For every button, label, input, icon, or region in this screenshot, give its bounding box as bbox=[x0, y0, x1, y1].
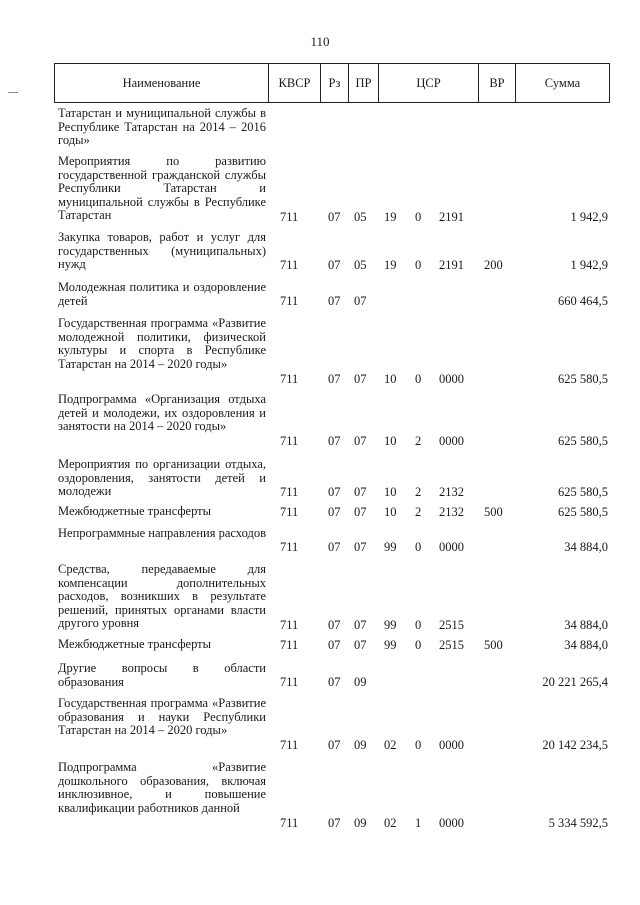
cell-c2: 0 bbox=[415, 258, 422, 273]
cell-c1: 02 bbox=[384, 738, 397, 753]
budget-table bbox=[54, 63, 610, 831]
cell-rz: 07 bbox=[328, 738, 341, 753]
cell-pr: 07 bbox=[354, 485, 367, 500]
cell-sum: 625 580,5 bbox=[558, 505, 608, 520]
header-pr: ПР bbox=[349, 64, 379, 102]
cell-kvsr: 711 bbox=[280, 485, 299, 500]
header-rz: Рз bbox=[321, 64, 349, 102]
cell-vr: 500 bbox=[484, 505, 503, 520]
cell-rz: 07 bbox=[328, 485, 341, 500]
cell-c3: 0000 bbox=[439, 540, 464, 555]
table-row bbox=[54, 761, 610, 831]
cell-sum: 625 580,5 bbox=[558, 485, 608, 500]
row-name: Мероприятия по организации отдыха, оздоровления, занятости детей и молодежи bbox=[58, 457, 266, 499]
cell-kvsr: 711 bbox=[280, 372, 299, 387]
cell-c3: 2132 bbox=[439, 485, 464, 500]
header-kvsr: КВСР bbox=[269, 64, 321, 102]
cell-sum: 625 580,5 bbox=[558, 434, 608, 449]
cell-c1: 10 bbox=[384, 372, 397, 387]
cell-pr: 09 bbox=[354, 675, 367, 690]
table-row bbox=[54, 662, 610, 690]
cell-pr: 07 bbox=[354, 434, 367, 449]
row-name: Подпрограмма «Развитие дошкольного образования, включая инклюзивное, и повышение квалификации работников данной bbox=[58, 760, 266, 815]
cell-rz: 07 bbox=[328, 434, 341, 449]
cell-kvsr: 711 bbox=[280, 675, 299, 690]
row-name: Другие вопросы в области образования bbox=[58, 661, 266, 689]
cell-rz: 07 bbox=[328, 675, 341, 690]
row-name: Молодежная политика и оздоровление детей bbox=[58, 280, 266, 308]
row-name: Закупка товаров, работ и услуг для государственных (муниципальных) нужд bbox=[58, 230, 266, 272]
cell-c3: 0000 bbox=[439, 434, 464, 449]
cell-rz: 07 bbox=[328, 258, 341, 273]
row-name: Государственная программа «Развитие молодежной политики, физической культуры и спорта в Республике Татарстан на 2014 – 2020 годы» bbox=[58, 316, 266, 371]
row-name: Государственная программа «Развитие образования и науки Республики Татарстан на 2014 – 2020 годы» bbox=[58, 696, 266, 738]
cell-c3: 0000 bbox=[439, 738, 464, 753]
cell-pr: 07 bbox=[354, 618, 367, 633]
cell-c3: 2515 bbox=[439, 638, 464, 653]
cell-pr: 09 bbox=[354, 816, 367, 831]
cell-c3: 2191 bbox=[439, 258, 464, 273]
row-name: Средства, передаваемые для компенсации дополнительных расходов, возникших в результате решений, принятых органами власти другого уровня bbox=[58, 562, 266, 631]
cell-sum: 20 142 234,5 bbox=[542, 738, 608, 753]
header-csr: ЦСР bbox=[379, 64, 479, 102]
cell-c3: 2191 bbox=[439, 210, 464, 225]
cell-kvsr: 711 bbox=[280, 434, 299, 449]
cell-sum: 34 884,0 bbox=[564, 638, 608, 653]
row-name: Мероприятия по развитию государственной гражданской службы Республики Татарстан и муниципальной службы в Республике Татарстан bbox=[58, 154, 266, 223]
cell-c2: 2 bbox=[415, 505, 422, 520]
cell-c1: 10 bbox=[384, 485, 397, 500]
table-row bbox=[54, 527, 610, 555]
cell-pr: 07 bbox=[354, 540, 367, 555]
cell-c1: 99 bbox=[384, 618, 397, 633]
row-name: Межбюджетные трансферты bbox=[58, 504, 212, 518]
table-row bbox=[54, 563, 610, 633]
cell-c2: 0 bbox=[415, 738, 422, 753]
cell-sum: 625 580,5 bbox=[558, 372, 608, 387]
cell-vr: 500 bbox=[484, 638, 503, 653]
row-name: Непрограммные направления расходов bbox=[58, 526, 266, 540]
cell-c1: 10 bbox=[384, 505, 397, 520]
cell-c2: 1 bbox=[415, 816, 422, 831]
cell-c2: 0 bbox=[415, 618, 422, 633]
cell-rz: 07 bbox=[328, 505, 341, 520]
margin-mark bbox=[8, 92, 18, 93]
cell-c2: 2 bbox=[415, 434, 422, 449]
cell-pr: 05 bbox=[354, 210, 367, 225]
cell-pr: 07 bbox=[354, 294, 367, 309]
cell-rz: 07 bbox=[328, 638, 341, 653]
cell-kvsr: 711 bbox=[280, 618, 299, 633]
cell-c3: 0000 bbox=[439, 372, 464, 387]
table-row bbox=[54, 281, 610, 309]
cell-c3: 2515 bbox=[439, 618, 464, 633]
row-name: Подпрограмма «Организация отдыха детей и молодежи, их оздоровления и занятости на 2014 – 2020 годы» bbox=[58, 392, 266, 434]
cell-c2: 0 bbox=[415, 638, 422, 653]
header-sum: Сумма bbox=[544, 76, 581, 90]
cell-c1: 19 bbox=[384, 258, 397, 273]
cell-c2: 0 bbox=[415, 372, 422, 387]
cell-c1: 10 bbox=[384, 434, 397, 449]
cell-kvsr: 711 bbox=[280, 638, 299, 653]
table-row bbox=[54, 155, 610, 225]
cell-c3: 2132 bbox=[439, 505, 464, 520]
cell-kvsr: 711 bbox=[280, 505, 299, 520]
header-vr: ВР bbox=[479, 64, 516, 102]
cell-pr: 09 bbox=[354, 738, 367, 753]
cell-sum: 20 221 265,4 bbox=[542, 675, 608, 690]
cell-kvsr: 711 bbox=[280, 258, 299, 273]
cell-c1: 99 bbox=[384, 540, 397, 555]
cell-rz: 07 bbox=[328, 294, 341, 309]
header-name: Наименование bbox=[55, 64, 269, 102]
cell-pr: 07 bbox=[354, 505, 367, 520]
table-row bbox=[54, 638, 610, 653]
cell-rz: 07 bbox=[328, 210, 341, 225]
cell-sum: 34 884,0 bbox=[564, 540, 608, 555]
row-name: Межбюджетные трансферты bbox=[58, 637, 212, 651]
cell-sum: 1 942,9 bbox=[570, 258, 608, 273]
cell-sum: 34 884,0 bbox=[564, 618, 608, 633]
cell-c1: 19 bbox=[384, 210, 397, 225]
cell-c1: 99 bbox=[384, 638, 397, 653]
cell-pr: 07 bbox=[354, 638, 367, 653]
cell-pr: 07 bbox=[354, 372, 367, 387]
cell-sum: 5 334 592,5 bbox=[548, 816, 608, 831]
cell-kvsr: 711 bbox=[280, 294, 299, 309]
cell-kvsr: 711 bbox=[280, 738, 299, 753]
cell-c2: 0 bbox=[415, 210, 422, 225]
cell-sum: 660 464,5 bbox=[558, 294, 608, 309]
cell-c3: 0000 bbox=[439, 816, 464, 831]
cell-rz: 07 bbox=[328, 540, 341, 555]
table-row bbox=[54, 697, 610, 753]
cell-c2: 0 bbox=[415, 540, 422, 555]
cell-c1: 02 bbox=[384, 816, 397, 831]
table-row bbox=[54, 458, 610, 500]
page-number: 110 bbox=[310, 34, 330, 49]
table-row bbox=[54, 505, 610, 520]
cell-vr: 200 bbox=[484, 258, 503, 273]
cell-pr: 05 bbox=[354, 258, 367, 273]
cell-kvsr: 711 bbox=[280, 540, 299, 555]
row-name: Татарстан и муниципальной службы в Республике Татарстан на 2014 – 2016 годы» bbox=[58, 106, 266, 148]
table-row bbox=[54, 107, 610, 149]
table-row bbox=[54, 231, 610, 273]
cell-kvsr: 711 bbox=[280, 210, 299, 225]
cell-rz: 07 bbox=[328, 816, 341, 831]
cell-rz: 07 bbox=[328, 618, 341, 633]
cell-c2: 2 bbox=[415, 485, 422, 500]
table-row bbox=[54, 317, 610, 387]
cell-kvsr: 711 bbox=[280, 816, 299, 831]
cell-rz: 07 bbox=[328, 372, 341, 387]
table-row bbox=[54, 393, 610, 449]
table-header bbox=[54, 63, 610, 103]
cell-sum: 1 942,9 bbox=[570, 210, 608, 225]
